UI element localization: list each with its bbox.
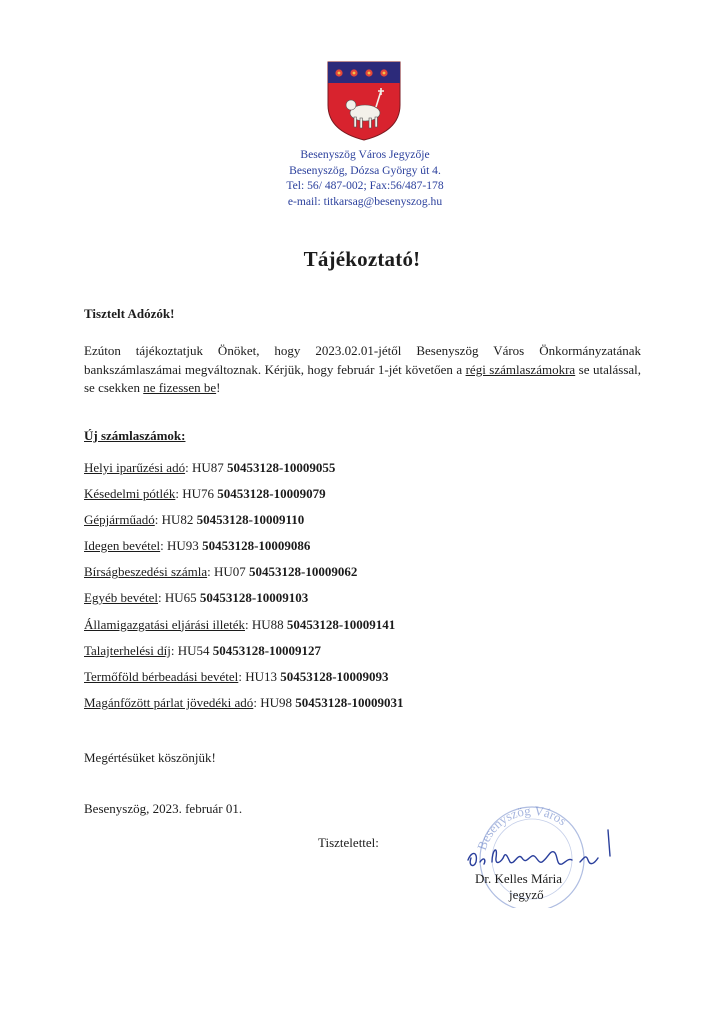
- office-name: Besenyszög Város Jegyzője: [300, 148, 430, 161]
- intro-date: 2023.02.01-jétől: [315, 343, 402, 358]
- account-label: Bírságbeszedési számla: [84, 564, 208, 580]
- page-title: Tájékoztató!: [303, 247, 421, 271]
- account-prefix: HU87: [191, 460, 224, 475]
- account-label: Magánfőzött párlat jövedéki adó: [84, 694, 254, 710]
- letterhead: [200, 147, 530, 209]
- closing-thanks: Megértésüket köszönjük!: [84, 750, 216, 765]
- intro-text-5: !: [216, 380, 221, 395]
- account-row: Államigazgatási eljárási illeték: HU88 50453128-10009141: [84, 616, 396, 632]
- account-row: Magánfőzött párlat jövedéki adó: HU98 50453128-10009031: [84, 694, 404, 710]
- account-row: Idegen bevétel: HU93 50453128-10009086: [84, 538, 311, 554]
- account-prefix: HU07: [213, 564, 246, 580]
- account-number: 50453128-10009127: [212, 642, 322, 658]
- account-number: 50453128-10009103: [199, 590, 309, 606]
- intro-text-1: Ezúton tájékoztatjuk Önöket, hogy: [84, 343, 316, 358]
- account-row: Helyi iparűzési adó: HU87 50453128-10009055: [84, 460, 336, 475]
- intro-text-4: se utalással, se csekken: [84, 361, 642, 395]
- intro-bold: bankszámlaszámai megváltoznak: [84, 361, 258, 377]
- intro-text-2: Besenyszög Város Önkormányzatának: [401, 343, 642, 358]
- account-label: Helyi iparűzési adó: [84, 460, 186, 475]
- place-date: Besenyszög, 2023. február 01.: [84, 801, 243, 816]
- account-prefix: HU65: [164, 590, 197, 606]
- intro-paragraph: [84, 342, 641, 398]
- account-prefix: HU13: [245, 668, 277, 684]
- account-row: Gépjárműadó: HU82 50453128-10009110: [84, 512, 305, 528]
- office-email: e-mail: titkarsag@besenyszog.hu: [287, 194, 443, 208]
- account-number: 50453128-10009055: [226, 460, 336, 475]
- account-number: 50453128-10009086: [202, 538, 311, 554]
- account-row: Termőföld bérbeadási bevétel: HU13 50453128-10009093: [84, 668, 389, 684]
- account-prefix: HU76: [182, 486, 214, 502]
- svg-text:Besenyszög Város: Besenyszög Város: [474, 802, 570, 853]
- intro-dont-pay: ne fizessen be: [143, 380, 217, 395]
- account-row: Talajterhelési díj: HU54 50453128-10009127: [84, 642, 322, 658]
- account-prefix: HU93: [167, 538, 199, 554]
- account-label: Idegen bevétel: [84, 538, 161, 554]
- account-label: Termőföld bérbeadási bevétel: [84, 668, 239, 684]
- account-prefix: HU54: [177, 642, 210, 658]
- signer-role: jegyző: [509, 887, 544, 902]
- account-row: Késedelmi pótlék: HU76 50453128-10009079: [84, 486, 326, 502]
- account-number: 50453128-10009062: [249, 564, 358, 580]
- accounts-heading: Új számlaszámok:: [84, 428, 186, 443]
- account-number: 50453128-10009110: [196, 512, 305, 528]
- account-number: 50453128-10009141: [286, 616, 396, 632]
- office-address: Besenyszög, Dózsa György út 4.: [289, 163, 441, 177]
- intro-text-3: . Kérjük, hogy február 1-jét követően a: [257, 361, 466, 377]
- account-label: Késedelmi pótlék: [84, 486, 176, 502]
- account-label: Talajterhelési díj: [84, 642, 171, 658]
- account-prefix: HU82: [161, 512, 194, 528]
- account-number: 50453128-10009079: [217, 486, 326, 502]
- account-number: 50453128-10009031: [295, 694, 404, 710]
- intro-old-accounts: régi számlaszámokra: [465, 361, 576, 377]
- signer-name: Dr. Kelles Mária: [475, 871, 563, 886]
- coat-of-arms-icon: [327, 61, 401, 141]
- account-row: Egyéb bevétel: HU65 50453128-10009103: [84, 590, 309, 606]
- account-row: Bírságbeszedési számla: HU07 50453128-10009062: [84, 564, 358, 580]
- office-phone-fax: Tel: 56/ 487-002; Fax:56/487-178: [286, 179, 444, 192]
- account-label: Államigazgatási eljárási illeték: [84, 616, 245, 632]
- account-list: [84, 459, 404, 720]
- salutation: Tisztelt Adózók!: [84, 306, 175, 321]
- account-number: 50453128-10009093: [280, 668, 389, 684]
- account-label: Egyéb bevétel: [84, 590, 158, 606]
- account-prefix: HU98: [260, 694, 292, 710]
- account-prefix: HU88: [251, 616, 284, 632]
- account-label: Gépjárműadó: [84, 512, 155, 528]
- regards: Tisztelettel:: [318, 835, 379, 850]
